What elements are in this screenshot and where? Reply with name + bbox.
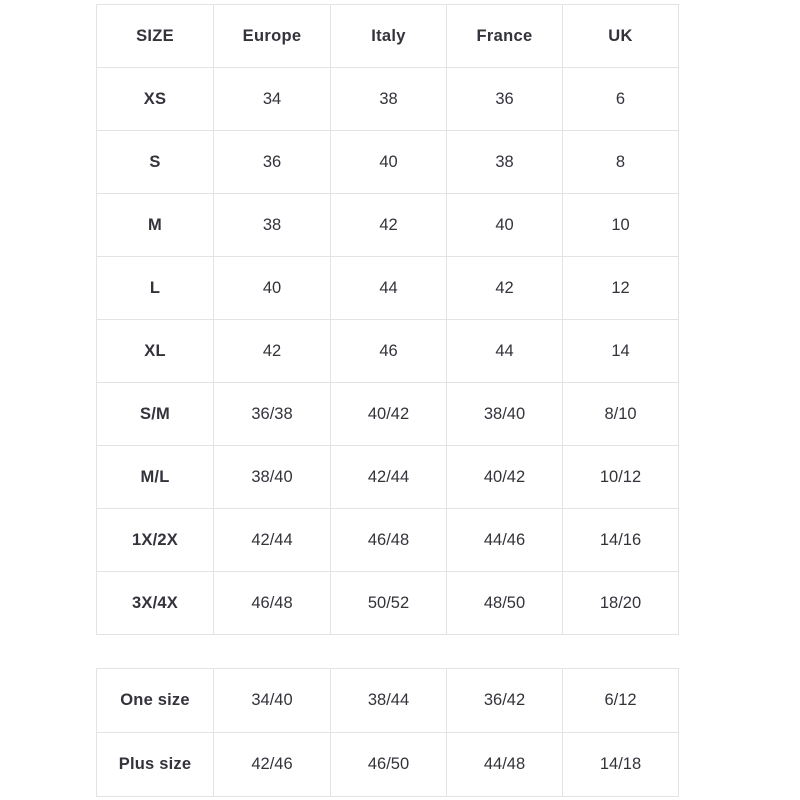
row-label: XS [97, 68, 214, 131]
cell-italy: 44 [331, 257, 447, 320]
table-row [97, 320, 679, 383]
cell-italy: 40 [331, 131, 447, 194]
cell-italy: 46/48 [331, 509, 447, 572]
cell-uk: 8/10 [563, 383, 679, 446]
cell-italy: 46 [331, 320, 447, 383]
cell-uk: 14 [563, 320, 679, 383]
cell-france: 44/46 [447, 509, 563, 572]
cell-europe: 42/46 [214, 733, 331, 797]
cell-europe: 38 [214, 194, 331, 257]
table-body [97, 669, 679, 797]
column-header-italy: Italy [331, 5, 447, 68]
one-size-table-container [96, 668, 678, 797]
table-row [97, 383, 679, 446]
cell-uk: 10/12 [563, 446, 679, 509]
cell-france: 40 [447, 194, 563, 257]
cell-france: 38/40 [447, 383, 563, 446]
column-header-size: SIZE [97, 5, 214, 68]
cell-france: 42 [447, 257, 563, 320]
cell-uk: 8 [563, 131, 679, 194]
cell-europe: 34/40 [214, 669, 331, 733]
cell-france: 48/50 [447, 572, 563, 635]
row-label: 1X/2X [97, 509, 214, 572]
cell-europe: 42/44 [214, 509, 331, 572]
cell-uk: 18/20 [563, 572, 679, 635]
cell-uk: 6 [563, 68, 679, 131]
table-row [97, 669, 679, 733]
size-conversion-table-container [96, 4, 678, 635]
cell-europe: 36 [214, 131, 331, 194]
table-header [97, 5, 679, 68]
table-header-row [97, 5, 679, 68]
one-size-table [96, 668, 679, 797]
cell-europe: 40 [214, 257, 331, 320]
cell-france: 44/48 [447, 733, 563, 797]
cell-france: 40/42 [447, 446, 563, 509]
cell-europe: 34 [214, 68, 331, 131]
table-row [97, 733, 679, 797]
size-conversion-table [96, 4, 679, 635]
cell-europe: 36/38 [214, 383, 331, 446]
cell-france: 36/42 [447, 669, 563, 733]
column-header-europe: Europe [214, 5, 331, 68]
row-label: 3X/4X [97, 572, 214, 635]
row-label: L [97, 257, 214, 320]
cell-italy: 38 [331, 68, 447, 131]
row-label: Plus size [97, 733, 214, 797]
table-row [97, 509, 679, 572]
cell-italy: 38/44 [331, 669, 447, 733]
cell-europe: 42 [214, 320, 331, 383]
cell-europe: 38/40 [214, 446, 331, 509]
row-label: S [97, 131, 214, 194]
cell-uk: 14/16 [563, 509, 679, 572]
table-row [97, 572, 679, 635]
cell-italy: 46/50 [331, 733, 447, 797]
column-header-france: France [447, 5, 563, 68]
table-row [97, 131, 679, 194]
column-header-uk: UK [563, 5, 679, 68]
cell-uk: 6/12 [563, 669, 679, 733]
row-label: M/L [97, 446, 214, 509]
row-label: M [97, 194, 214, 257]
cell-italy: 50/52 [331, 572, 447, 635]
row-label: XL [97, 320, 214, 383]
cell-france: 36 [447, 68, 563, 131]
cell-uk: 14/18 [563, 733, 679, 797]
cell-europe: 46/48 [214, 572, 331, 635]
table-row [97, 257, 679, 320]
cell-italy: 40/42 [331, 383, 447, 446]
cell-france: 38 [447, 131, 563, 194]
cell-uk: 12 [563, 257, 679, 320]
cell-uk: 10 [563, 194, 679, 257]
table-row [97, 446, 679, 509]
cell-france: 44 [447, 320, 563, 383]
cell-italy: 42 [331, 194, 447, 257]
row-label: S/M [97, 383, 214, 446]
cell-italy: 42/44 [331, 446, 447, 509]
table-row [97, 68, 679, 131]
row-label: One size [97, 669, 214, 733]
table-row [97, 194, 679, 257]
table-body [97, 68, 679, 635]
